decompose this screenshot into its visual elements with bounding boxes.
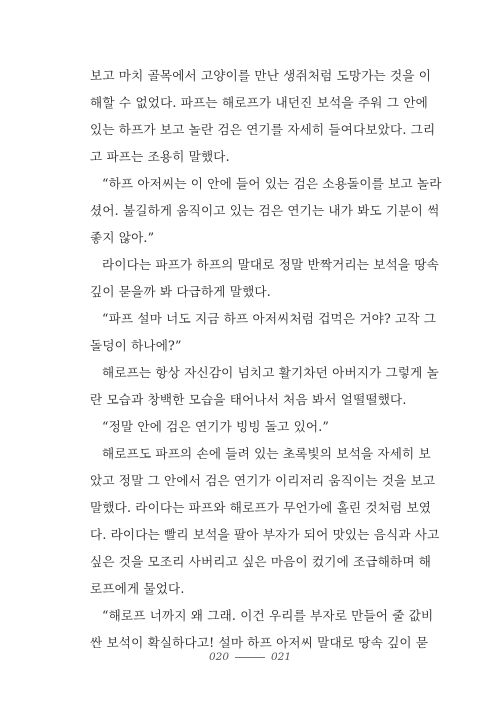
text-line: “파프 설마 너도 지금 하프 아저씨처럼 겁먹은 거야? 고작 그 bbox=[102, 311, 437, 326]
text-line: 로프에게 물었다. bbox=[90, 581, 185, 596]
text-line: “해로프 너까지 왜 그래. 이건 우리를 부자로 만들어 줄 값비 bbox=[102, 608, 434, 623]
text-line: 좋지 않아.” bbox=[90, 230, 155, 245]
text-line: 해로프는 항상 자신감이 넘치고 활기차던 아버지가 그렇게 놀 bbox=[102, 365, 439, 380]
text-line: “정말 안에 검은 연기가 빙빙 돌고 있어.” bbox=[102, 419, 329, 434]
page-number-left: 020 bbox=[208, 651, 229, 663]
text-line: 해로프도 파프의 손에 들려 있는 초록빛의 보석을 자세히 보 bbox=[102, 446, 431, 461]
text-line: 말했다. 라이다는 파프와 해로프가 무언가에 홀린 것처럼 보였 bbox=[90, 500, 432, 515]
text-line: 셨어. 불길하게 움직이고 있는 검은 연기는 내가 봐도 기분이 썩 bbox=[90, 203, 440, 218]
page-number-right: 021 bbox=[271, 651, 292, 663]
text-line: 보고 마치 골목에서 고양이를 만난 생쥐처럼 도망가는 것을 이 bbox=[90, 68, 432, 83]
page-number-separator bbox=[235, 657, 265, 658]
text-line: 깊이 묻을까 봐 다급하게 말했다. bbox=[90, 284, 271, 299]
text-line: 해할 수 없었다. 파프는 해로프가 내던진 보석을 주워 그 안에 bbox=[90, 95, 428, 110]
text-line: 돌덩이 하나에?” bbox=[90, 338, 182, 353]
text-line: 고 파프는 조용히 말했다. bbox=[90, 149, 230, 164]
text-line: 란 모습과 창백한 모습을 태어나서 처음 봐서 얼떨떨했다. bbox=[90, 392, 407, 407]
text-line: 다. 라이다는 빨리 보석을 팔아 부자가 되어 맛있는 음식과 사고 bbox=[90, 527, 440, 542]
page-footer bbox=[0, 651, 500, 663]
text-line: 라이다는 파프가 하프의 말대로 정말 반짝거리는 보석을 땅속 bbox=[102, 257, 439, 272]
text-line: “하프 아저씨는 이 안에 들어 있는 검은 소용돌이를 보고 놀라 bbox=[102, 176, 442, 191]
text-line: 싼 보석이 확실하다고! 설마 하프 아저씨 말대로 땅속 깊이 묻 bbox=[90, 635, 429, 650]
text-line: 있는 하프가 보고 놀란 검은 연기를 자세히 들여다보았다. 그리 bbox=[90, 122, 436, 137]
text-line: 싶은 것을 모조리 사버리고 싶은 마음이 컸기에 조급해하며 해 bbox=[90, 554, 432, 569]
text-line: 았고 정말 그 안에서 검은 연기가 이리저리 움직이는 것을 보고 bbox=[90, 473, 436, 488]
